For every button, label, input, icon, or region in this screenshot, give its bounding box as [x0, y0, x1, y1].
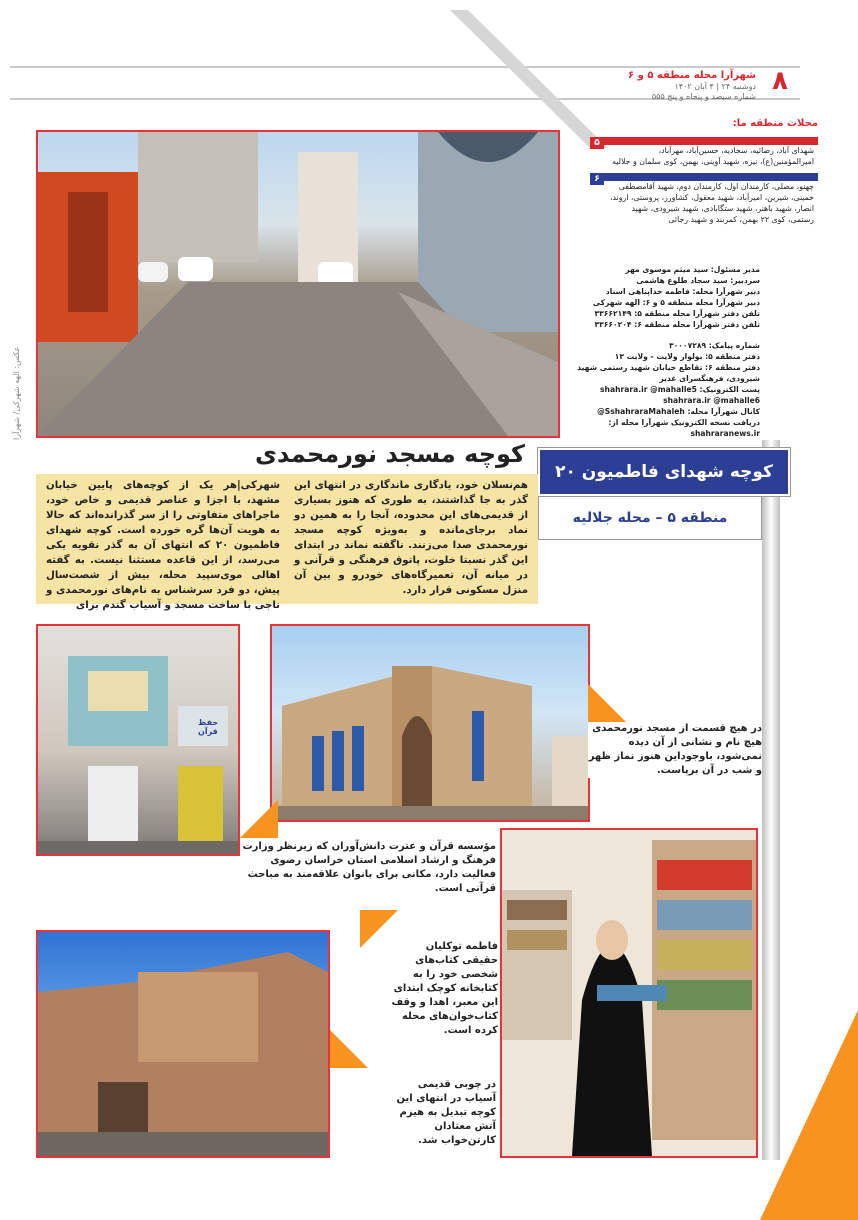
credit-line: سردبیر: سید سجاد طلوع هاشمی: [636, 276, 760, 285]
credit-line: دریافت نسخه الکترونیک شهرآرا محله از: shahraranews.ir: [608, 418, 760, 438]
institute-photo: [36, 624, 240, 856]
photo-credit: عکس: الهه شهرکی/ شهرآرا: [12, 346, 21, 440]
page-number: ۸: [772, 66, 788, 96]
mill-caption: در چوبی قدیمی آسیاب در انتهای این کوچه تبدیل به هیزم آتش معتادان کارتن‌خواب شد.: [396, 1079, 496, 1146]
credit-spacer: [560, 330, 760, 340]
street-sign-area: منطقه ۵ – محله جلالیه: [572, 510, 728, 526]
credit-line: تلفن دفتر شهرآرا محله منطقه ۶: ۳۳۶۶۰۲۰۴: [594, 320, 760, 329]
credit-line: دفتر منطقه ۵: بولوار ولایت - ولایت ۱۳: [614, 352, 760, 361]
institute-caption: مؤسسه قرآن و عترت دانش‌آوران که زیرنظر وزارت فرهنگ و ارشاد اسلامی استان خراسان رضوی فعالیت دارد، مکانی برای بانوان علاقه‌مند به مباحث قرآنی است.: [242, 841, 496, 894]
mill-illustration: [38, 932, 328, 1156]
article-body: [36, 474, 538, 611]
zone6-badge: ۶: [590, 173, 604, 185]
sidebar-title: محلات منطقه ما:: [732, 118, 818, 129]
article-title: کوچه مسجد نورمحمدی: [255, 440, 525, 468]
masthead-date: دوشنبه ۲۴ | ۴ آبان ۱۴۰۲: [674, 82, 756, 91]
orange-accent: [330, 1030, 370, 1070]
zone6-text: چهنو، مصلی، کارمندان اول، کارمندان دوم، شهید آقامصطفی خمینی، شیرین، امیرآباد، شهید معقول، کشاورز، پروستی، اروند، انصار، شهید باهنر، شهید ستگابادی، شهید شیرودی، شهید رستمی، کوی ۲۲ بهمن، کمربند و شهید رجائی: [604, 173, 818, 225]
institute-sign-label: حفظ قرآن: [198, 718, 219, 736]
credit-line: دفتر منطقه ۶: تقاطع خیابان شهید رستمی شهید شیرودی، فرهنگسرای غدیر: [577, 363, 760, 383]
credit-line: شماره پیامک: ۳۰۰۰۷۲۸۹: [669, 341, 760, 350]
library-photo: [500, 828, 758, 1158]
article-column-left: هم‌نسلان خود، یادگاری ماندگاری در انتهای این گذر به جا گذاشتند، به طوری که هنوز بسیاری از قدیمی‌های این محدوده، آنجا را به همین دو نماد برجای‌مانده و به‌ویژه کوچه مسجد نورمحمدی صدا می‌زنند. ناگفته نماند در ابتدای این گذر نسبتا خلوت، پاتوق فرهنگی و قرآنی و در میانه آن، تعمیرگاه‌های خودرو و بین آن منزل مسکونی قرار دارد.: [294, 480, 528, 596]
zone5-text: شهدای آباد، رضائیه، سجادیه، حسین‌آباد، مهرآباد، امیرالمؤمنین(ع)، نیزه، شهید آوینی، بهمن، کوی سلمان و جلالیه: [604, 137, 818, 167]
credit-line: دبیر شهرآرا محله: فاطمه خداپناهی اسناد: [605, 287, 760, 296]
credits-box: [560, 264, 760, 439]
mosque-photo: [270, 624, 590, 822]
credit-line: پست الکترونیک: shahrara.ir @mahalle5: [600, 385, 760, 394]
mosque-caption: در هیچ قسمت از مسجد نورمحمدی هیچ نام و نشانی از آن دیده نمی‌شود، باوجوداین هنوز نماز ظهر و شب در آن برپاست.: [588, 723, 762, 776]
masthead-issue: شماره سیصد و پنجاه و پنج ۵۵۵: [651, 92, 756, 101]
masthead-title: شهرآرا محله منطقه ۵ و ۶: [628, 70, 756, 81]
credit-line: مدیر مسئول: سید میثم موسوی مهر: [625, 265, 760, 274]
orange-corner: [760, 1010, 858, 1220]
article-column-right: شهرکی|هر یک از کوچه‌های پایین خیابان مشهد، با اجزا و عناصر قدیمی و خاص خود، ماجراهای متفاوتی را از سر گذرانده‌اند که حالا به هویت آن‌ها گره خورده است. کوچه شهدای فاطمیون ۲۰ که انتهای آن به گذر نقویه یکی می‌رسد، از این قاعده مستثنا نیست. به گفته اهالی موی‌سپید محله، بیش از شصت‌سال پیش، دو فرد سرشناس به نام‌های نورمحمدی و ناجی با ساخت مسجد و آسیاب گندم برای: [46, 480, 280, 611]
street-sign: [538, 448, 790, 496]
credit-line: دبیر شهرآرا محله منطقه ۵ و ۶: الهه شهرکی: [592, 298, 760, 307]
street-sign-name: کوچه شهدای فاطمیون ۲۰: [555, 462, 773, 482]
street-illustration: [38, 132, 558, 436]
library-caption: فاطمه توکلیان حقیقی کتاب‌های شخصی خود را به کتابخانه کوچک ابتدای این معبر، اهدا و وقف کتاب‌خوان‌های محله کرده است.: [391, 941, 498, 1036]
mosque-illustration: [272, 626, 588, 820]
library-illustration: [502, 830, 756, 1156]
sidebar: [590, 118, 818, 225]
credit-line: کانال شهرآرا محله: SshahraraMahaleh@: [597, 407, 760, 416]
street-photo: [36, 130, 560, 438]
institute-illustration: [38, 626, 238, 854]
credit-line: shahrara.ir @mahalle6: [663, 396, 760, 405]
zone5-badge: ۵: [590, 137, 604, 149]
zone5-block: [590, 137, 818, 167]
zone6-block: [590, 173, 818, 225]
orange-accent: [240, 800, 280, 840]
mill-photo: [36, 930, 330, 1158]
credit-line: تلفن دفتر شهرآرا محله منطقه ۵: ۳۳۶۶۲۱۴۹: [594, 309, 760, 318]
street-sign-sub: [538, 496, 762, 540]
header-rule-top: [10, 66, 800, 68]
